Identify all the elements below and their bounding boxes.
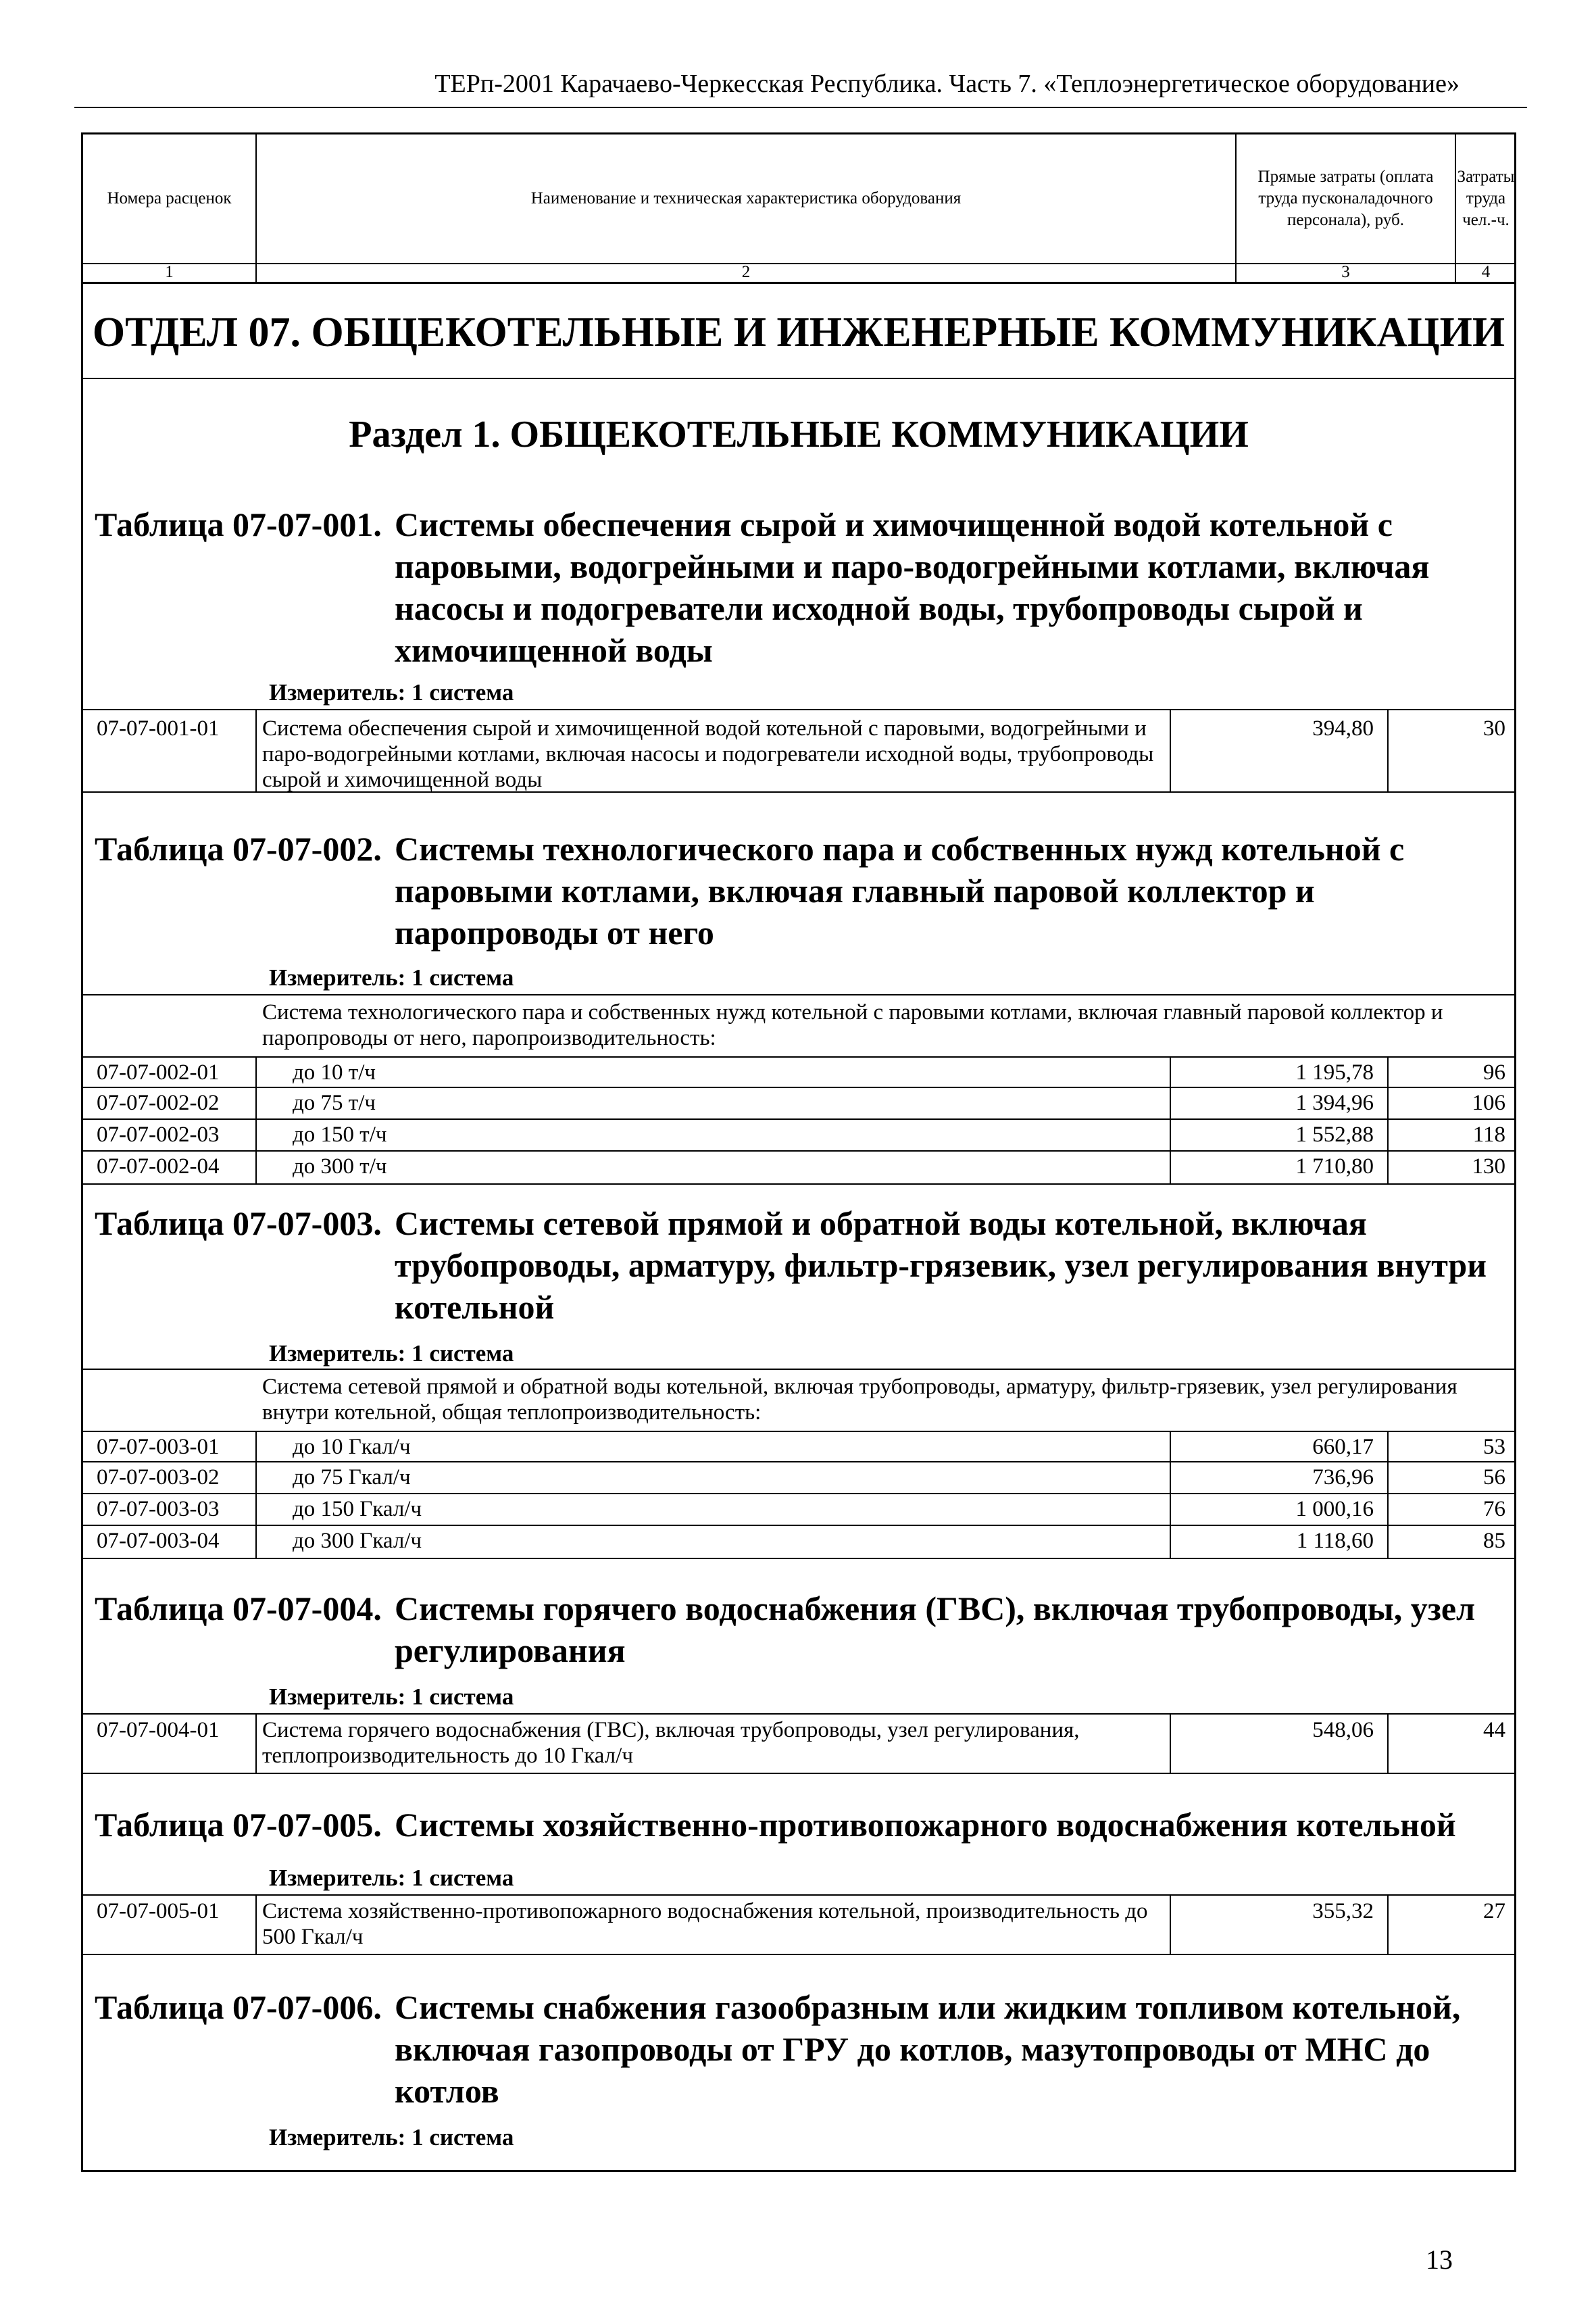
header-col-codes: Номера расценок: [107, 189, 232, 207]
row-description: до 10 т/ч: [293, 1060, 376, 1085]
table-row: [83, 1120, 1514, 1152]
measure-label: Измеритель: 1 система: [269, 1683, 514, 1710]
table-row: [83, 1462, 1514, 1494]
table-title-004: [95, 1587, 1514, 1671]
table-label: Таблица 07-07-001.: [95, 506, 382, 543]
row-labor: 56: [1483, 1465, 1505, 1490]
table-caption: Системы обеспечения сырой и химочищенной водой котельной с паровыми, водогрейными и паро-водогрейными котлами, включая насосы и подогреватели исходной воды, трубопроводы сырой и химочищенной воды: [395, 506, 1430, 669]
page-number: 13: [1426, 2244, 1453, 2275]
row-labor: 27: [1483, 1899, 1505, 1923]
department-title: ОТДЕЛ 07. ОБЩЕКОТЕЛЬНЫЕ И ИНЖЕНЕРНЫЕ КОММУНИКАЦИИ: [92, 310, 1505, 355]
row-description: до 75 Гкал/ч: [293, 1465, 411, 1490]
row-description: до 300 Гкал/ч: [293, 1529, 422, 1553]
row-labor: 130: [1472, 1154, 1505, 1179]
measure-label: Измеритель: 1 система: [269, 1340, 514, 1367]
table-label: Таблица 07-07-005.: [95, 1806, 382, 1844]
section-title: Раздел 1. ОБЩЕКОТЕЛЬНЫЕ КОММУНИКАЦИИ: [349, 414, 1249, 456]
row-description: Система хозяйственно-противопожарного водоснабжения котельной, производительность до 500 Гкал/ч: [262, 1899, 1148, 1949]
row-cost: 548,06: [1312, 1718, 1374, 1742]
col-divider: [1387, 710, 1389, 791]
row-description: до 75 т/ч: [293, 1091, 376, 1115]
table-title-001: [95, 503, 1514, 671]
row-labor: 85: [1483, 1529, 1505, 1553]
row-code: 07-07-001-01: [97, 716, 220, 741]
table-row: [83, 1526, 1514, 1558]
header-divider: [1235, 134, 1237, 282]
col-divider: [255, 1056, 257, 1183]
table-label: Таблица 07-07-004.: [95, 1590, 382, 1627]
header-col-cost: Прямые затраты (оплата труда пусконаладочного персонала), руб.: [1257, 168, 1434, 229]
table-caption: Системы хозяйственно-противопожарного водоснабжения котельной: [395, 1806, 1456, 1844]
table-title-002: [95, 828, 1514, 954]
row-description: до 150 т/ч: [293, 1123, 387, 1147]
table-005-rows: [83, 1894, 1514, 1955]
row-cost: 355,32: [1312, 1899, 1374, 1923]
running-head-text: ТЕРп-2001 Карачаево-Черкесская Республика. Часть 7. «Теплоэнергетическое оборудование»: [434, 70, 1460, 98]
row-cost: 1 394,96: [1295, 1091, 1374, 1115]
table-004-rows: [83, 1713, 1514, 1774]
table-002-rows: [83, 994, 1514, 1185]
header-col-labor: Затраты труда чел.-ч.: [1457, 168, 1515, 229]
table-003-rows: [83, 1369, 1514, 1559]
table-title-003: [95, 1202, 1514, 1328]
table-caption: Системы горячего водоснабжения (ГВС), включая трубопроводы, узел регулирования: [395, 1590, 1476, 1669]
row-code: 07-07-002-02: [97, 1091, 220, 1115]
row-description: Система обеспечения сырой и химочищенной водой котельной с паровыми, водогрейными и паро-водогрейными котлами, включая насосы и подогреватели исходной воды, трубопроводы сырой и химочищенной воды: [262, 716, 1154, 792]
col-divider: [1387, 1056, 1389, 1183]
row-code: 07-07-003-02: [97, 1465, 220, 1490]
table-row: [83, 1494, 1514, 1526]
row-code: 07-07-003-04: [97, 1529, 220, 1553]
col-divider: [1387, 1715, 1389, 1773]
table-label: Таблица 07-07-006.: [95, 1988, 382, 2026]
divider: [83, 378, 1514, 379]
table-caption: Системы сетевой прямой и обратной воды котельной, включая трубопроводы, арматуру, фильтр-грязевик, узел регулирования внутри котельной: [395, 1204, 1487, 1326]
col-divider: [255, 1431, 257, 1558]
row-description: до 300 т/ч: [293, 1154, 387, 1179]
row-code: 07-07-002-01: [97, 1060, 220, 1085]
row-labor: 118: [1472, 1123, 1505, 1147]
running-head: [74, 66, 1527, 108]
measure-label: Измеритель: 1 система: [269, 679, 514, 706]
table-intro: Система технологического пара и собственных нужд котельной с паровыми котлами, включая главный паровой коллектор и паропроводы от него, паропроизводительность:: [262, 1000, 1443, 1050]
rates-table-frame: [81, 132, 1516, 2172]
table-header: [83, 134, 1514, 284]
row-code: 07-07-004-01: [97, 1718, 220, 1742]
row-code: 07-07-005-01: [97, 1899, 220, 1923]
row-code: 07-07-002-03: [97, 1123, 220, 1147]
measure-label: Измеритель: 1 система: [269, 1865, 514, 1891]
row-code: 07-07-003-01: [97, 1435, 220, 1459]
table-row: [83, 1152, 1514, 1183]
row-labor: 96: [1483, 1060, 1505, 1085]
header-col-name: Наименование и техническая характеристика оборудования: [530, 189, 962, 207]
row-description: до 150 Гкал/ч: [293, 1497, 422, 1521]
row-labor: 53: [1483, 1435, 1505, 1459]
measure-label: Измеритель: 1 система: [269, 964, 514, 991]
table-row: [83, 1088, 1514, 1120]
col-divider: [1170, 1431, 1171, 1558]
row-labor: 30: [1483, 716, 1505, 741]
row-labor: 76: [1483, 1497, 1505, 1521]
header-divider: [1455, 134, 1456, 282]
row-description: Система горячего водоснабжения (ГВС), включая трубопроводы, узел регулирования, теплопроизводительность до 10 Гкал/ч: [262, 1718, 1080, 1768]
header-num-2: 2: [257, 263, 1235, 280]
table-caption: Системы снабжения газообразным или жидким топливом котельной, включая газопроводы от ГРУ до котлов, мазутопроводы от МНС до котлов: [395, 1988, 1461, 2110]
measure-label: Измеритель: 1 система: [269, 2124, 514, 2150]
table-title-005: [95, 1804, 1514, 1846]
header-num-4: 4: [1456, 263, 1516, 280]
row-labor: 44: [1483, 1718, 1505, 1742]
table-001-rows: [83, 709, 1514, 793]
row-code: 07-07-002-04: [97, 1154, 220, 1179]
row-cost: 736,96: [1312, 1465, 1374, 1490]
row-code: 07-07-003-03: [97, 1497, 220, 1521]
row-description: до 10 Гкал/ч: [293, 1435, 411, 1459]
col-divider: [1170, 1056, 1171, 1183]
table-intro: Система сетевой прямой и обратной воды котельной, включая трубопроводы, арматуру, фильтр-грязевик, узел регулирования внутри котельной, общая теплопроизводительность:: [262, 1375, 1457, 1425]
table-caption: Системы технологического пара и собственных нужд котельной с паровыми котлами, включая главный паровой коллектор и паропроводы от него: [395, 830, 1405, 952]
row-cost: 1 118,60: [1296, 1529, 1374, 1553]
row-labor: 106: [1472, 1091, 1505, 1115]
table-row: [83, 1056, 1514, 1088]
row-cost: 394,80: [1312, 716, 1374, 741]
header-num-1: 1: [83, 263, 255, 280]
header-divider: [255, 134, 257, 282]
col-divider: [1387, 1431, 1389, 1558]
row-cost: 1 195,78: [1295, 1060, 1374, 1085]
row-cost: 1 710,80: [1295, 1154, 1374, 1179]
row-cost: 660,17: [1312, 1435, 1374, 1459]
table-label: Таблица 07-07-003.: [95, 1204, 382, 1242]
table-row: [83, 1431, 1514, 1462]
row-cost: 1 552,88: [1295, 1123, 1374, 1147]
row-cost: 1 000,16: [1295, 1497, 1374, 1521]
col-divider: [1387, 1896, 1389, 1954]
header-num-3: 3: [1237, 263, 1455, 280]
table-title-006: [95, 1986, 1514, 2112]
table-label: Таблица 07-07-002.: [95, 830, 382, 868]
